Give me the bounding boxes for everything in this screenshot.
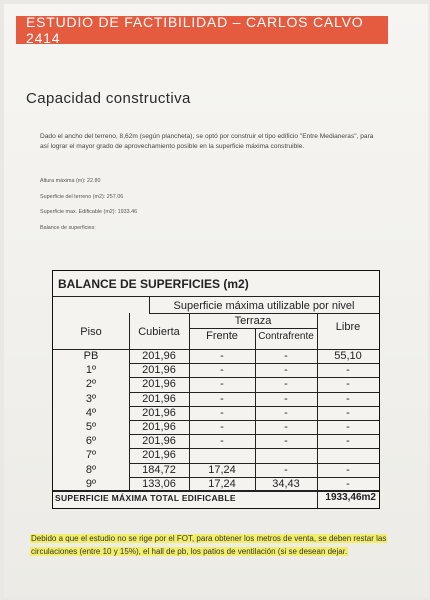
facts-list <box>40 178 137 240</box>
grid-line <box>129 363 379 364</box>
header-cubierta: Cubierta <box>138 326 180 338</box>
cell-libre: - <box>346 477 350 490</box>
cell-frente: - <box>220 421 224 434</box>
header-libre: Libre <box>335 321 361 333</box>
cell-cubierta: 201,96 <box>142 392 176 405</box>
cell-cubierta: 201,96 <box>142 364 176 377</box>
cell-libre: - <box>346 364 350 377</box>
grid-line <box>129 420 379 421</box>
cell-piso: PB <box>83 350 99 363</box>
cell-piso: 4º <box>85 406 97 419</box>
cell-cubierta: 201,96 <box>142 449 176 462</box>
cell-libre <box>317 448 379 462</box>
cell-contrafrente: - <box>284 421 288 434</box>
grid-line <box>129 406 379 407</box>
cell-contrafrente: - <box>284 435 288 448</box>
cell-contrafrente: - <box>284 350 288 363</box>
header-frente: Frente <box>206 330 238 342</box>
header-contrafrente: Contrafrente <box>258 330 314 342</box>
grid-line <box>189 313 190 491</box>
cell-piso: 8º <box>85 463 97 476</box>
grid-line <box>53 349 379 350</box>
cell-libre: - <box>346 421 350 434</box>
header-piso: Piso <box>80 326 102 338</box>
cell-cubierta: 184,72 <box>142 463 176 476</box>
table-title: BALANCE DE SUPERFICIES (m2) <box>53 271 379 297</box>
cell-cubierta: 201,96 <box>142 435 176 448</box>
header-divider <box>149 297 150 313</box>
header-divider <box>189 328 317 329</box>
grid-line <box>53 491 379 492</box>
cell-piso: 7º <box>85 449 97 462</box>
cell-frente: - <box>220 350 224 363</box>
cell-piso: 2º <box>85 378 97 391</box>
fact-terreno: Superficie del terreno (m2): 257.06 <box>40 193 124 200</box>
cell-cubierta: 201,96 <box>142 421 176 434</box>
cell-contrafrente: 34,43 <box>272 477 300 490</box>
cell-cubierta: 201,96 <box>142 378 176 391</box>
grid-line <box>317 313 318 491</box>
group-header: Superficie máxima utilizable por nivel <box>173 299 355 312</box>
grid-line <box>129 448 379 449</box>
cell-cubierta: 133,06 <box>142 477 176 490</box>
footer-total: 1933,46m2 <box>325 492 376 503</box>
cell-libre: - <box>346 392 350 405</box>
document-page <box>4 4 428 598</box>
cell-contrafrente: - <box>284 364 288 377</box>
cell-frente: 17,24 <box>208 463 236 476</box>
fact-altura: Altura máxima (m): 22.80 <box>40 178 101 184</box>
cell-libre: - <box>346 463 350 476</box>
grid-line <box>129 434 379 435</box>
section-title: Capacidad constructiva <box>26 90 191 107</box>
banner-title: ESTUDIO DE FACTIBILIDAD – CARLOS CALVO 2414 <box>26 14 364 46</box>
cell-piso: 6º <box>85 435 97 448</box>
cell-frente: - <box>220 406 224 419</box>
cell-frente <box>189 448 255 462</box>
note-text: Debido a que el estudio no se rige por el FOT, para obtener los metros de venta, se deben restar las circulaciones (entre 10 y 15%), el hall de pb, los patios de ventilación (si se desean dejar. <box>31 534 387 556</box>
fact-balance: Balance de superficies: <box>40 224 96 231</box>
grid-line <box>129 313 130 491</box>
grid-line <box>129 377 379 378</box>
cell-frente: - <box>220 378 224 391</box>
highlighted-note <box>30 532 390 558</box>
fact-edificable: Superficie max. Edificable (m2): 1933.46 <box>40 209 138 215</box>
cell-contrafrente: - <box>284 463 288 476</box>
cell-contrafrente: - <box>284 406 288 419</box>
cell-frente: - <box>220 435 224 448</box>
cell-piso: 5º <box>85 421 97 434</box>
cell-piso: 1º <box>85 364 97 377</box>
cell-cubierta: 201,96 <box>142 350 176 363</box>
grid-line <box>255 328 256 491</box>
header-terraza: Terraza <box>234 315 272 327</box>
grid-line <box>129 463 379 464</box>
cell-contrafrente: - <box>284 378 288 391</box>
grid-line <box>53 490 379 491</box>
cell-piso: 9º <box>85 477 97 490</box>
header-divider <box>149 313 379 314</box>
cell-frente: - <box>220 392 224 405</box>
cell-contrafrente <box>255 448 317 462</box>
report-title-banner <box>16 16 388 44</box>
cell-libre: - <box>346 406 350 419</box>
cell-frente: 17,24 <box>208 477 236 490</box>
surface-balance-table <box>52 270 380 509</box>
grid-line <box>129 477 379 478</box>
grid-line <box>129 392 379 393</box>
cell-contrafrente: - <box>284 392 288 405</box>
intro-paragraph: Dado el ancho del terreno, 8,62m (según plancheta), se optó por construir el tipo edificio "Entre Medianeras", para así lograr el mayor grado de aprovechamiento posible en la superficie máxima construible. <box>40 133 374 151</box>
cell-cubierta: 201,96 <box>142 406 176 419</box>
cell-libre: - <box>346 435 350 448</box>
grid-line <box>317 490 318 508</box>
cell-libre: 55,10 <box>334 350 362 363</box>
cell-frente: - <box>220 364 224 377</box>
footer-label: SUPERFICIE MÁXIMA TOTAL EDIFICABLE <box>55 493 236 503</box>
cell-piso: 3º <box>85 392 97 405</box>
cell-libre: - <box>346 378 350 391</box>
